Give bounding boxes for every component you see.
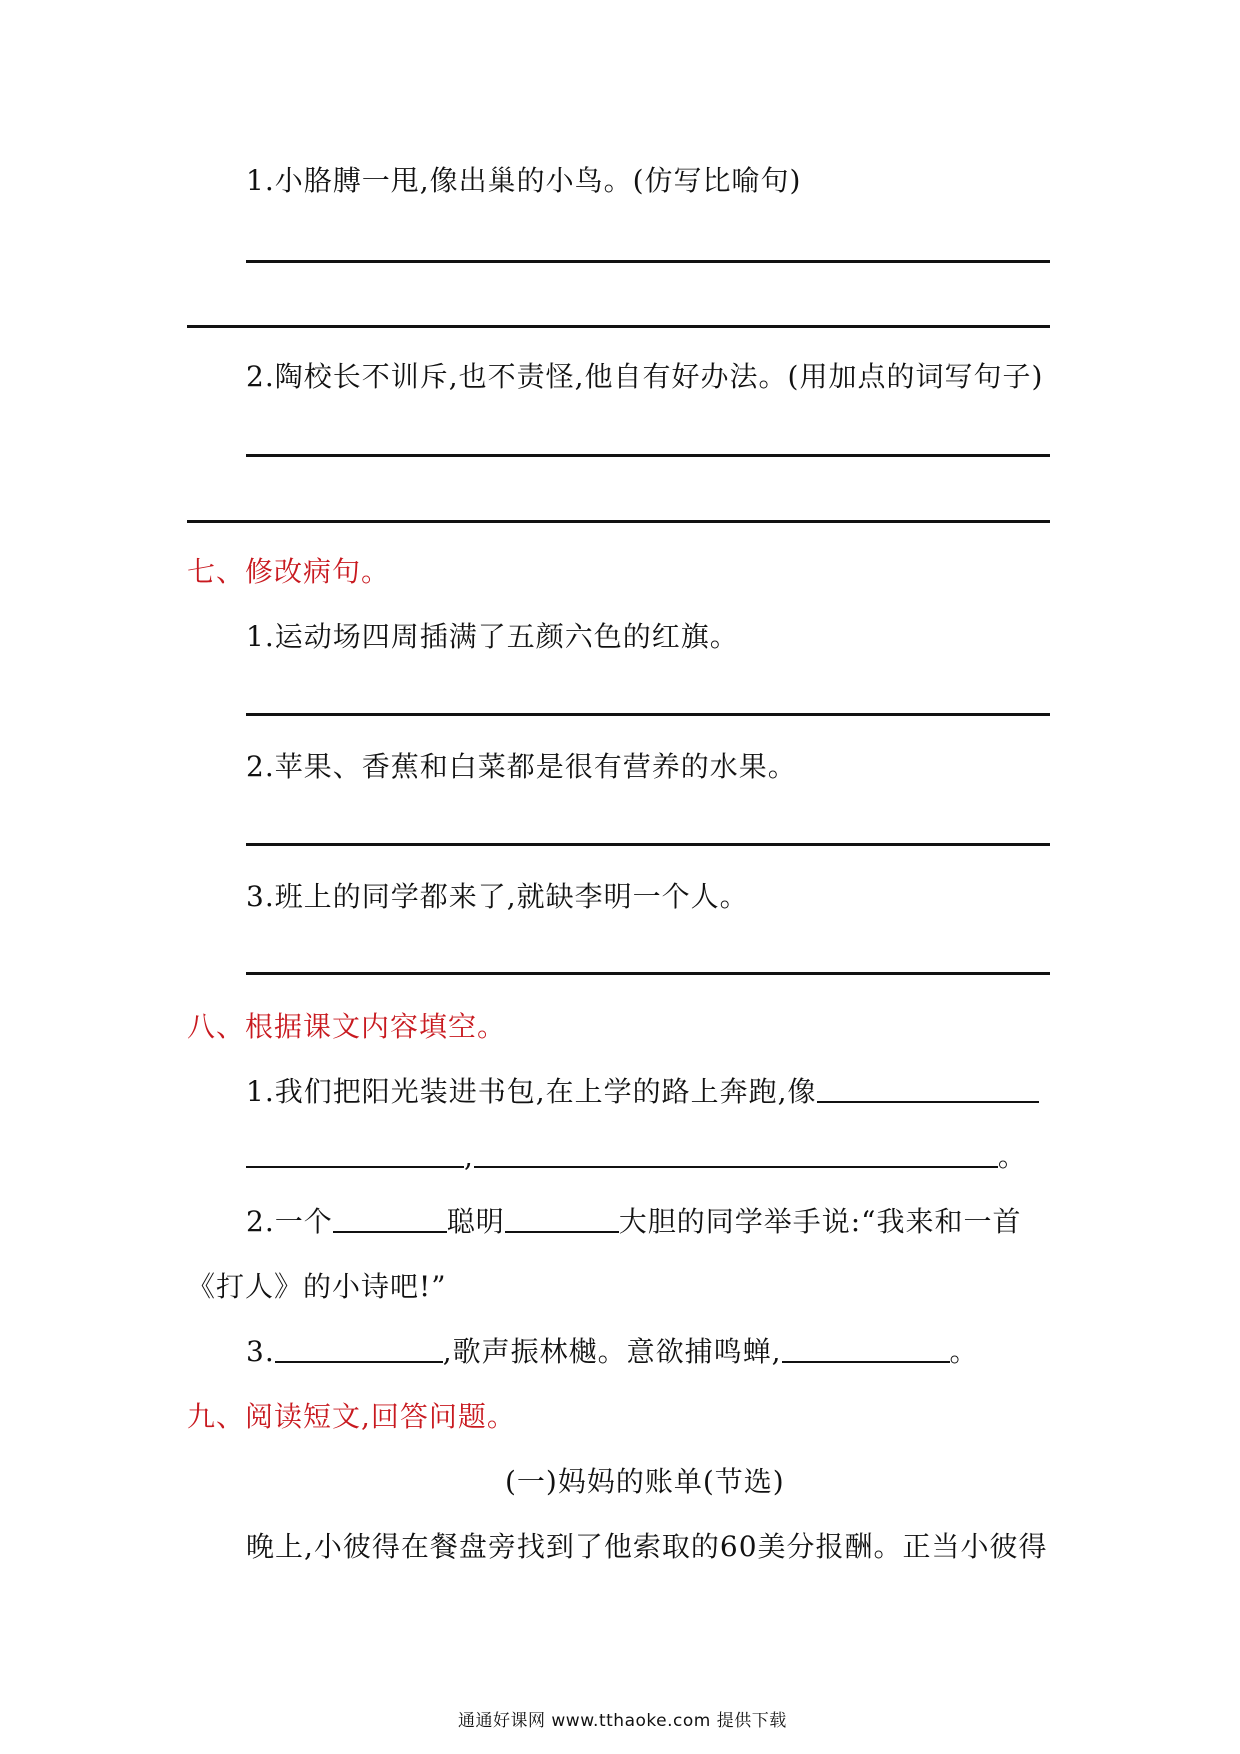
- fill-blank[interactable]: [474, 1144, 998, 1168]
- answer-line: [246, 260, 1050, 263]
- answer-line: [246, 713, 1050, 716]
- section-heading-8: 八、根据课文内容填空。: [187, 1010, 507, 1043]
- answer-line: [246, 454, 1050, 457]
- q8-item-3: [246, 1335, 979, 1369]
- period-mark: 。: [997, 1140, 1027, 1173]
- passage-line-1: 晚上,小彼得在餐盘旁找到了他索取的60美分报酬。正当小彼得: [246, 1530, 1048, 1563]
- q8-item-1: [246, 1075, 1039, 1109]
- passage-title: (一)妈妈的账单(节选): [505, 1465, 785, 1498]
- fill-blank[interactable]: [817, 1079, 1039, 1103]
- footer-text: 通通好课网 www.tthaoke.com 提供下载: [458, 1711, 787, 1731]
- q8-item-2-part-b: 聪明: [446, 1205, 505, 1238]
- q8-item-2-cont: 《打人》的小诗吧!”: [187, 1270, 447, 1303]
- section-heading-7: 七、修改病句。: [187, 555, 391, 588]
- q7-item-2: 2.苹果、香蕉和白菜都是很有营养的水果。: [246, 750, 797, 783]
- fill-blank[interactable]: [505, 1209, 619, 1233]
- q8-item-2-part-c: 大胆的同学举手说:“我来和一首: [618, 1205, 1022, 1238]
- q8-item-2-part-a: 2.一个: [246, 1205, 333, 1238]
- fill-blank[interactable]: [782, 1339, 950, 1363]
- q8-item-3-part-b: ,歌声振林樾。意欲捕鸣蝉,: [442, 1335, 782, 1368]
- answer-line: [246, 843, 1050, 846]
- q8-item-1-text: 1.我们把阳光装进书包,在上学的路上奔跑,像: [246, 1075, 817, 1108]
- q7-item-3: 3.班上的同学都来了,就缺李明一个人。: [246, 880, 749, 913]
- q8-item-2: [246, 1205, 1021, 1239]
- answer-line: [187, 325, 1050, 328]
- answer-line: [187, 520, 1050, 523]
- section-heading-9: 九、阅读短文,回答问题。: [187, 1400, 516, 1433]
- fill-blank[interactable]: [275, 1339, 443, 1363]
- q8-item-1-cont: [246, 1140, 1027, 1174]
- q8-item-3-part-c: 。: [949, 1335, 979, 1368]
- q6-item-1: 1.小胳膊一甩,像出巢的小鸟。(仿写比喻句): [246, 164, 802, 197]
- q8-item-3-part-a: 3.: [246, 1335, 275, 1368]
- fill-blank[interactable]: [333, 1209, 447, 1233]
- q7-item-1: 1.运动场四周插满了五颜六色的红旗。: [246, 620, 739, 653]
- q6-item-2: 2.陶校长不训斥,也不责怪,他自有好办法。(用加点的词写句子): [246, 360, 1044, 393]
- fill-blank[interactable]: [246, 1144, 464, 1168]
- answer-line: [246, 972, 1050, 975]
- comma-mark: ,: [464, 1140, 474, 1173]
